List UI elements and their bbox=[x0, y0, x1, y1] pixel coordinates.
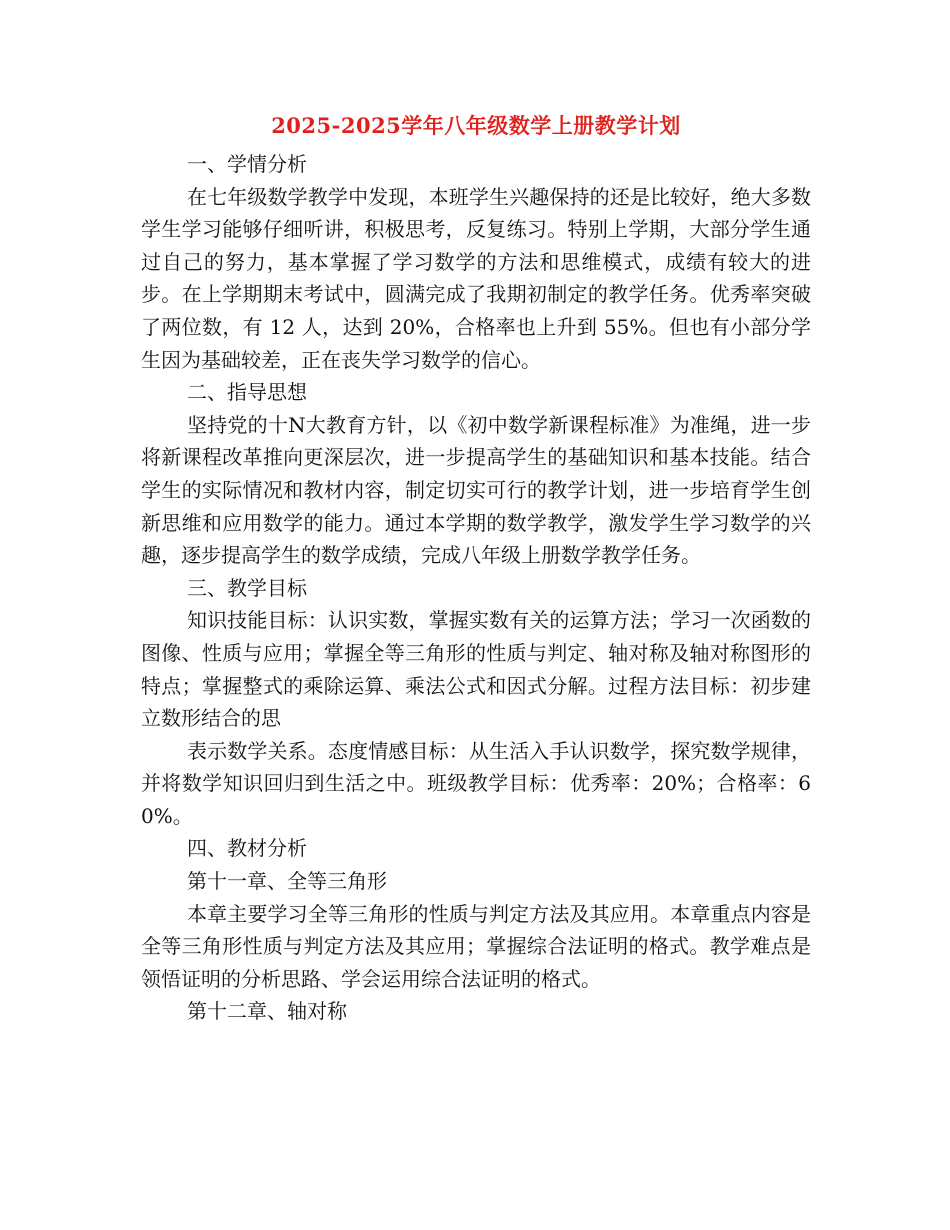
paragraph-chapter-11: 本章主要学习全等三角形的性质与判定方法及其应用。本章重点内容是全等三角形性质与判定方法及其应用；掌握综合法证明的格式。教学难点是领悟证明的分析思路、学会运用综合法证明的格式。 bbox=[141, 901, 811, 991]
document-page bbox=[141, 108, 811, 1028]
section-heading-guiding-ideology: 二、指导思想 bbox=[187, 380, 307, 405]
section-heading-textbook-analysis: 四、教材分析 bbox=[187, 836, 307, 861]
paragraph-teaching-goals-1: 知识技能目标：认识实数，掌握实数有关的运算方法；学习一次函数的图像、性质与应用；掌握全等三角形的性质与判定、轴对称及轴对称图形的特点；掌握整式的乘除运算、乘法公式和因式分解。过程方法目标：初步建立数形结合的思 bbox=[141, 608, 811, 731]
paragraph-learning-analysis: 在七年级数学教学中发现，本班学生兴趣保持的还是比较好，绝大多数学生学习能够仔细听讲，积极思考，反复练习。特别上学期，大部分学生通过自己的努力，基本掌握了学习数学的方法和思维模式，成绩有较大的进步。在上学期期末考试中，圆满完成了我期初制定的教学任务。优秀率突破了两位数，有 12 人，达到 20%，合格率也上升到 55%。但也有小部分学生因为基础较差，正在丧失学习数学的信心。 bbox=[141, 184, 811, 372]
section-heading-teaching-goals: 三、教学目标 bbox=[187, 575, 307, 600]
chapter-heading-12: 第十二章、轴对称 bbox=[187, 999, 347, 1024]
chapter-heading-11: 第十一章、全等三角形 bbox=[187, 869, 387, 894]
paragraph-guiding-ideology: 坚持党的十N大教育方针，以《初中数学新课程标准》为准绳，进一步将新课程改革推向更深层次，进一步提高学生的基础知识和基本技能。结合学生的实际情况和教材内容，制定切实可行的教学计划，进一步培育学生创新思维和应用数学的能力。通过本学期的数学教学，激发学生学习数学的兴趣，逐步提高学生的数学成绩，完成八年级上册数学教学任务。 bbox=[141, 412, 811, 568]
paragraph-teaching-goals-2: 表示数学关系。态度情感目标：从生活入手认识数学，探究数学规律，并将数学知识回归到生活之中。班级教学目标：优秀率：20%；合格率：60%。 bbox=[141, 738, 811, 828]
document-title: 2025-2025学年八年级数学上册教学计划 bbox=[271, 113, 681, 138]
section-heading-learning-analysis: 一、学情分析 bbox=[187, 152, 307, 176]
